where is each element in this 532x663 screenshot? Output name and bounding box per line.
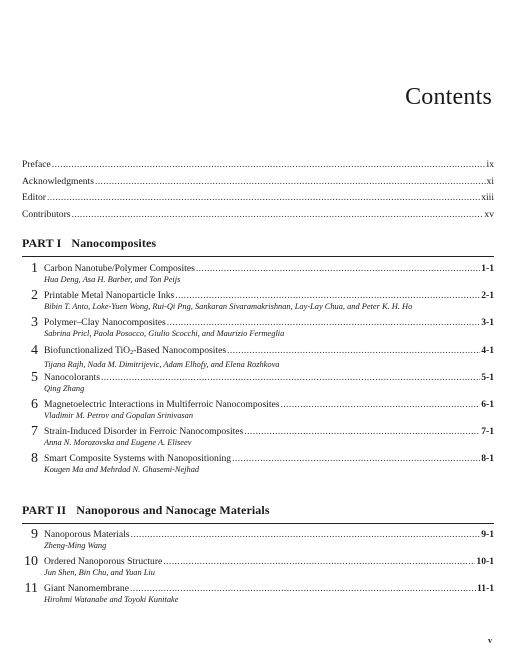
chapter-entry[interactable] (22, 369, 494, 399)
leader-dots (281, 399, 481, 410)
entry-title: Acknowledgments (22, 175, 94, 187)
entry-title: Contributors (22, 208, 71, 220)
chapter-authors: Anna N. Morozovska and Eugene A. Eliseev (44, 438, 192, 448)
chapter-entry[interactable] (22, 583, 494, 610)
chapter-number: 10 (24, 554, 38, 570)
toc-entry-editor[interactable] (22, 190, 494, 207)
page-title: Contents (405, 84, 492, 110)
toc-entry-contributors[interactable] (22, 207, 494, 224)
chapter-title: Printable Metal Nanoparticle Inks (44, 290, 175, 302)
entry-page: ix (486, 159, 494, 170)
chapter-number: 2 (31, 288, 38, 304)
page-number: v (488, 636, 492, 645)
chapter-page: 5-1 (481, 371, 494, 383)
chapter-authors: Qing Zhang (44, 383, 85, 393)
chapter-entry[interactable] (22, 396, 494, 426)
leader-dots (163, 556, 475, 567)
entry-page: xiii (481, 192, 494, 203)
chapter-authors: Zheng-Ming Wang (44, 541, 107, 550)
chapter-title-subscript: 2 (130, 349, 134, 356)
chapter-page: 3-1 (481, 317, 494, 329)
part-label: PART I (22, 236, 62, 250)
chapter-title: Strain-Induced Disorder in Ferroic Nanocomposites (44, 426, 244, 438)
chapter-page: 6-1 (481, 398, 494, 410)
chapter-page: 7-1 (481, 426, 494, 438)
chapter-page: 10-1 (476, 556, 494, 568)
chapter-entry[interactable] (22, 290, 494, 317)
chapter-authors: Bibin T. Anto, Loke-Yuen Wong, Rui-Qi Png, Sankaran Sivaramakrishnan, Lay-Lay Chua, and Peter K. H. Ho (44, 302, 413, 312)
chapter-title: Ordered Nanoporous Structure (44, 556, 163, 568)
leader-dots (227, 345, 480, 356)
chapter-number: 9 (31, 527, 38, 542)
leader-dots (52, 157, 486, 174)
part-1-chapters (22, 263, 494, 481)
part-heading-1 (22, 236, 494, 257)
chapter-page: 2-1 (481, 290, 494, 302)
chapter-authors: Jun Shen, Bin Chu, and Yuan Liu (44, 568, 155, 578)
chapter-title: Nanoporous Materials (44, 529, 130, 540)
entry-page: xv (484, 208, 494, 220)
chapter-title-part: Biofunctionalized TiO (44, 344, 131, 356)
chapter-entry[interactable] (22, 342, 494, 372)
chapter-authors: Hua Deng, Asa H. Barber, and Ton Peijs (44, 275, 181, 284)
part-heading-2 (22, 503, 494, 524)
toc-entry-acknowledgments[interactable] (22, 174, 494, 191)
chapter-page: 1-1 (481, 263, 494, 274)
chapter-title: Nanocolorants (44, 371, 100, 383)
chapter-title: Carbon Nanotube/Polymer Composites (44, 263, 195, 274)
chapter-authors: Vladimir M. Petrov and Gopalan Srinivasan (44, 410, 194, 420)
chapter-number: 3 (31, 315, 38, 331)
leader-dots (101, 372, 480, 383)
chapter-authors: Kougen Ma and Mehrdad N. Ghasemi-Nejhad (44, 465, 200, 475)
leader-dots (196, 263, 480, 274)
chapter-entry[interactable] (22, 556, 494, 583)
chapter-entry[interactable] (22, 317, 494, 344)
front-matter-list (22, 157, 494, 223)
chapter-page: 8-1 (481, 453, 494, 465)
chapter-authors: Hirohmi Watanabe and Toyoki Kunitake (44, 595, 179, 605)
leader-dots (47, 190, 480, 207)
leader-dots (232, 453, 480, 464)
leader-dots (130, 583, 476, 594)
chapter-title: Polymer–Clay Nanocomposites (44, 317, 166, 329)
part-title: Nanocomposites (71, 236, 157, 250)
chapter-number: 5 (31, 369, 38, 385)
chapter-entry[interactable] (22, 453, 494, 480)
chapter-number: 7 (31, 424, 38, 440)
chapter-number: 8 (31, 451, 38, 467)
chapter-title-part: -Based Nanocomposites (133, 344, 227, 356)
leader-dots (175, 290, 480, 301)
chapter-title (44, 345, 226, 359)
chapter-title: Smart Composite Systems with Nanopositioning (44, 453, 232, 465)
chapter-number: 11 (24, 581, 38, 597)
entry-title: Preface (22, 159, 51, 170)
chapter-entry[interactable] (22, 426, 494, 453)
chapter-authors: Tijana Rajh, Nada M. Dimitrijevic, Adam Elhofy, and Elena Rozhkova (44, 359, 280, 369)
chapter-title: Giant Nanomembrane (44, 583, 129, 595)
chapter-number: 1 (31, 261, 38, 276)
part-label: PART II (22, 503, 67, 517)
entry-page: xi (486, 175, 494, 187)
chapter-entry[interactable] (22, 529, 494, 556)
chapter-entry[interactable] (22, 263, 494, 290)
chapter-title: Magnetoelectric Interactions in Multiferroic Nanocomposites (44, 398, 280, 410)
leader-dots (167, 317, 480, 328)
chapter-number: 4 (31, 342, 38, 358)
chapter-page: 11-1 (476, 583, 494, 595)
leader-dots (95, 174, 486, 191)
part-2-chapters (22, 529, 494, 611)
leader-dots (131, 529, 481, 540)
chapter-page: 4-1 (481, 344, 494, 356)
toc-entry-preface[interactable] (22, 157, 494, 174)
leader-dots (72, 207, 484, 224)
chapter-authors: Sabrina Pricl, Paola Posocco, Giulio Scocchi, and Maurizio Fermeglia (44, 329, 285, 339)
entry-title: Editor (22, 192, 46, 203)
chapter-number: 6 (31, 396, 38, 412)
part-title: Nanoporous and Nanocage Materials (76, 503, 270, 517)
chapter-page: 9-1 (481, 529, 494, 540)
leader-dots (244, 426, 480, 437)
